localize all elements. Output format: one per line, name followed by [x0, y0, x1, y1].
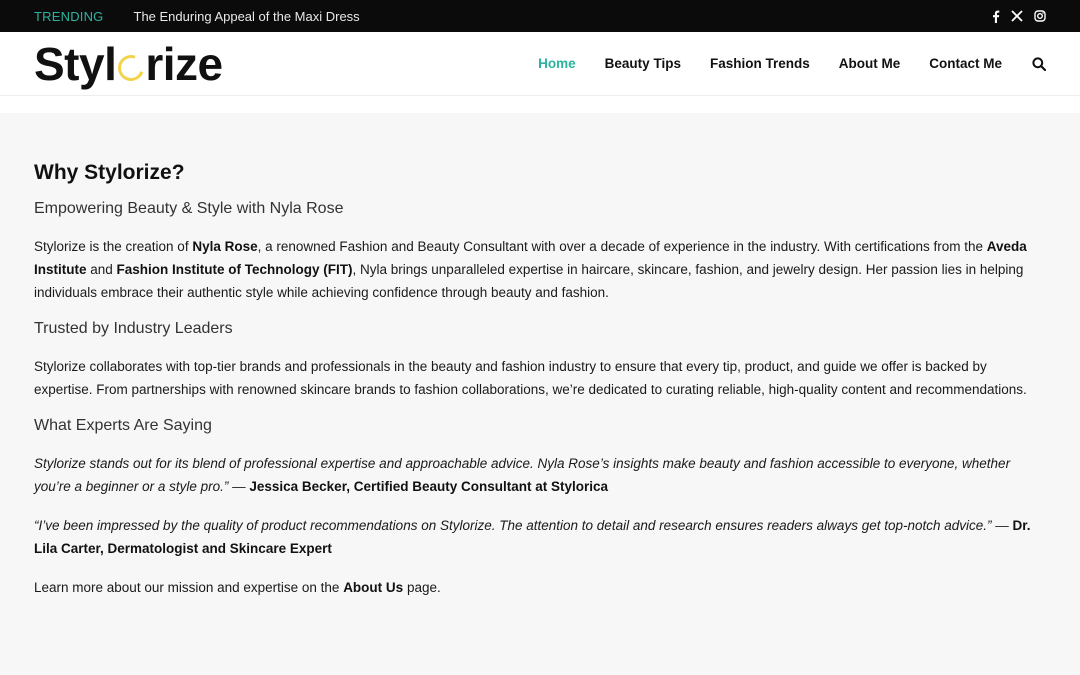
intro-text-4: , Nyla brings unparalleled expertise in haircare, skincare, fashion, and jewelry design. Her passion lies in helping individuals embrace their authentic style while achieving confidence through beauty and fashion.: [34, 262, 1024, 300]
top-bar: [0, 0, 1080, 32]
nav-home[interactable]: Home: [538, 56, 576, 71]
logo-ring-icon: [114, 50, 149, 85]
trending-headline-link[interactable]: The Enduring Appeal of the Maxi Dress: [133, 8, 360, 24]
site-logo[interactable]: [34, 37, 223, 90]
trending-label: TRENDING: [34, 8, 104, 24]
testimonial-2-text: “I’ve been impressed by the quality of product recommendations on Stylorize. The attention to detail and research ensures readers always get top-notch advice.” —: [34, 518, 1013, 533]
intro-text-1: Stylorize is the creation of: [34, 239, 193, 254]
learn-more-end: page.: [403, 580, 441, 595]
nyla-rose-bold: Nyla Rose: [192, 239, 258, 254]
intro-text-2: , a renowned Fashion and Beauty Consultant with over a decade of experience in the industry. With certifications from the: [257, 239, 987, 254]
logo-text-left: Styl: [34, 37, 117, 90]
instagram-icon[interactable]: [1034, 10, 1046, 22]
testimonial-1-text: Stylorize stands out for its blend of professional expertise and approachable advice. Nyla Rose’s insights make beauty and fashion accessible to everyone, whether you’re a beginner or a style pro.” —: [34, 456, 1011, 494]
header-spacer: [0, 96, 1080, 113]
aveda-bold: Aveda Institute: [34, 239, 1027, 277]
intro-text-3: and: [86, 262, 117, 277]
x-icon[interactable]: [1011, 10, 1023, 22]
section-heading-experts: What Experts Are Saying: [34, 417, 212, 434]
testimonial-2: [34, 514, 1046, 560]
fit-bold: Fashion Institute of Technology (FIT): [116, 262, 353, 277]
testimonial-1: [34, 452, 1046, 498]
logo-text-right: rize: [145, 37, 223, 90]
nav-fashion-trends[interactable]: Fashion Trends: [709, 56, 810, 71]
site-header: [0, 32, 1080, 96]
testimonial-1-author: Jessica Becker, Certified Beauty Consultant at Stylorica: [249, 479, 608, 494]
section-heading-trusted: Trusted by Industry Leaders: [34, 320, 233, 337]
search-icon[interactable]: [1032, 57, 1046, 71]
testimonial-2-author: Dr. Lila Carter, Dermatologist and Skincare Expert: [34, 518, 1031, 556]
main-nav: [509, 56, 1046, 71]
about-us-link[interactable]: About Us: [343, 580, 404, 595]
learn-more-paragraph: [34, 576, 1046, 599]
learn-more-text: Learn more about our mission and expertise on the: [34, 580, 344, 595]
nav-contact-me[interactable]: Contact Me: [929, 56, 1002, 71]
nav-about-me[interactable]: About Me: [838, 56, 901, 71]
trusted-paragraph: Stylorize collaborates with top-tier brands and professionals in the beauty and fashion industry to ensure that every tip, product, and guide we offer is backed by expertise. From partnerships with renowned skincare brands to fashion collaborations, we’re dedicated to curating reliable, high-quality content and recommendations.: [34, 359, 1027, 397]
facebook-icon[interactable]: [991, 10, 1000, 23]
page-title: Why Stylorize?: [34, 161, 185, 184]
social-links: [991, 10, 1046, 23]
intro-paragraph: [34, 235, 1046, 304]
main-content: [0, 113, 1080, 599]
section-heading-empowering: Empowering Beauty & Style with Nyla Rose: [34, 200, 344, 217]
nav-beauty-tips[interactable]: Beauty Tips: [604, 56, 681, 71]
